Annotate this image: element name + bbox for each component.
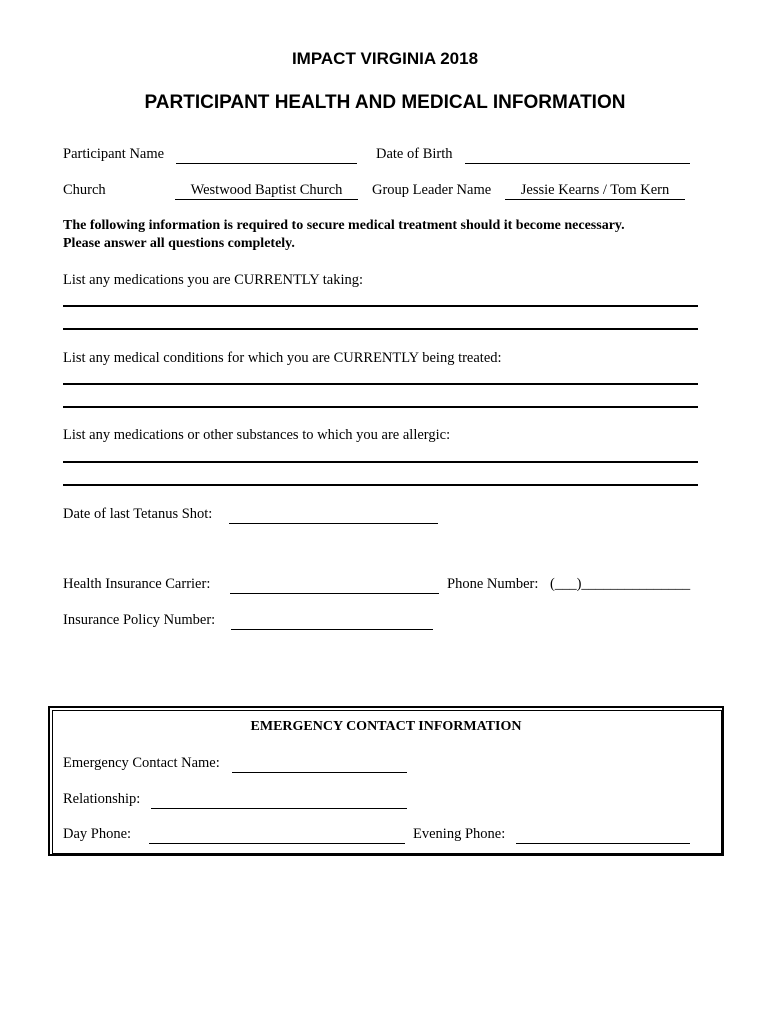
day-phone-field[interactable]	[149, 826, 405, 844]
policy-number-field[interactable]	[231, 612, 433, 630]
relationship-label: Relationship:	[63, 791, 141, 807]
form-title: PARTICIPANT HEALTH AND MEDICAL INFORMATION	[144, 92, 626, 113]
instructions-line-2: Please answer all questions completely.	[63, 236, 295, 251]
church-label: Church	[63, 182, 106, 198]
insurance-phone-label: Phone Number:	[447, 576, 539, 592]
event-title: IMPACT VIRGINIA 2018	[291, 49, 479, 68]
insurance-carrier-label: Health Insurance Carrier:	[63, 576, 211, 592]
allergies-answer-line-2[interactable]	[63, 484, 698, 486]
day-phone-label: Day Phone:	[63, 826, 132, 842]
conditions-answer-line-1[interactable]	[63, 383, 698, 385]
church-field[interactable]: Westwood Baptist Church	[175, 182, 358, 200]
relationship-field[interactable]	[151, 791, 407, 809]
medications-answer-line-1[interactable]	[63, 305, 698, 307]
group-leader-field[interactable]: Jessie Kearns / Tom Kern	[505, 182, 685, 200]
emergency-contact-title: EMERGENCY CONTACT INFORMATION	[250, 719, 522, 734]
medications-question: List any medications you are CURRENTLY taking:	[63, 272, 364, 288]
allergies-answer-line-1[interactable]	[63, 461, 698, 463]
emergency-name-field[interactable]	[232, 755, 407, 773]
tetanus-field[interactable]	[229, 506, 438, 524]
allergies-question: List any medications or other substances to which you are allergic:	[63, 427, 451, 443]
date-of-birth-label: Date of Birth	[376, 146, 453, 162]
insurance-phone-field[interactable]: (___)_______________	[550, 576, 691, 592]
emergency-name-label: Emergency Contact Name:	[63, 755, 220, 771]
group-leader-label: Group Leader Name	[372, 182, 492, 198]
participant-name-field[interactable]	[176, 146, 357, 164]
medications-answer-line-2[interactable]	[63, 328, 698, 330]
instructions-line-1: The following information is required to secure medical treatment should it become necessary.	[63, 218, 625, 233]
conditions-answer-line-2[interactable]	[63, 406, 698, 408]
policy-number-label: Insurance Policy Number:	[63, 612, 216, 628]
conditions-question: List any medical conditions for which you are CURRENTLY being treated:	[63, 350, 502, 366]
participant-name-label: Participant Name	[63, 146, 165, 162]
evening-phone-field[interactable]	[516, 826, 690, 844]
date-of-birth-field[interactable]	[465, 146, 690, 164]
insurance-carrier-field[interactable]	[230, 576, 439, 594]
evening-phone-label: Evening Phone:	[413, 826, 506, 842]
tetanus-label: Date of last Tetanus Shot:	[63, 506, 213, 522]
